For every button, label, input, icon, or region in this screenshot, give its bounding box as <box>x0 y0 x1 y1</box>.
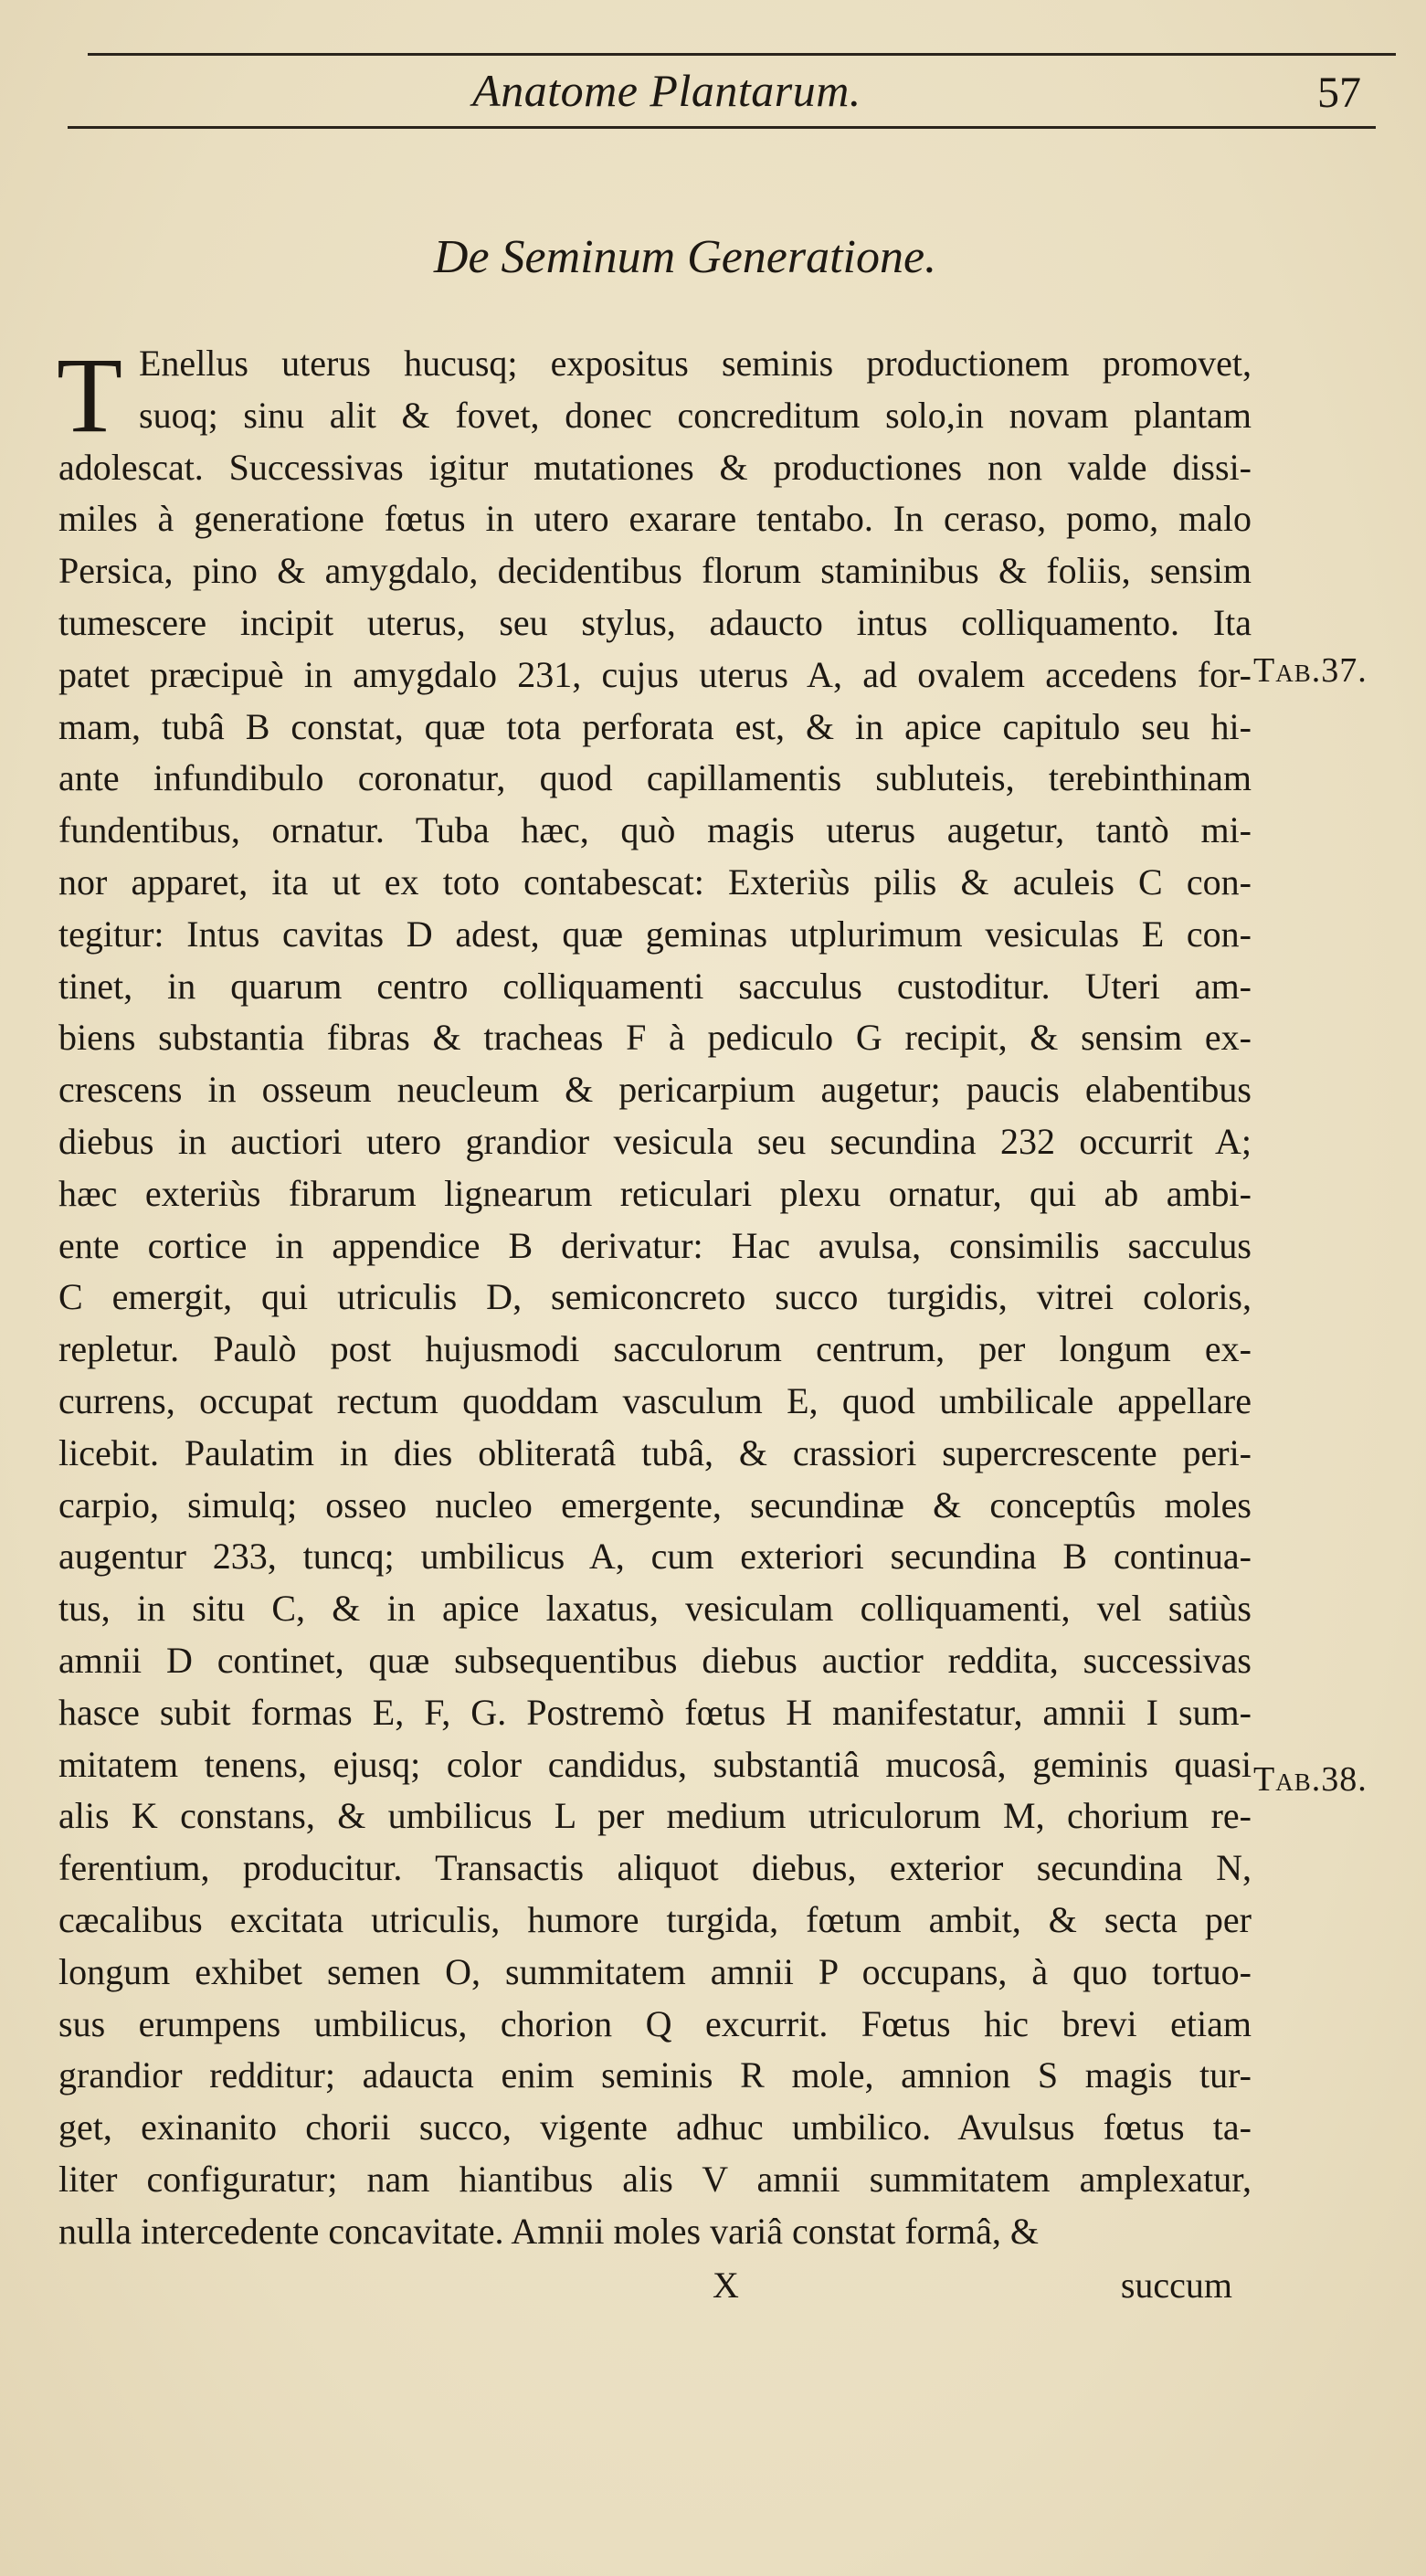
text-line: tinet, in quarum centro colliquamenti sacculus custoditur. Uteri am- <box>58 965 1252 1007</box>
catchword: succum <box>1120 2265 1232 2306</box>
body-text <box>57 335 1252 2257</box>
section-title: De Seminum Generatione. <box>433 231 937 283</box>
text-line: tegitur: Intus cavitas D adest, quæ geminas utplurimum vesiculas E con- <box>58 913 1252 955</box>
text-line: mitatem tenens, ejusq; color candidus, substantiâ mucosâ, geminis quasi <box>58 1743 1252 1785</box>
margin-note-tab37: Tab.37. <box>1253 651 1368 690</box>
text-line: cæcalibus excitata utriculis, humore turgida, fœtum ambit, & secta per <box>58 1898 1252 1940</box>
margin-note-tab38: Tab.38. <box>1253 1760 1368 1799</box>
page-number: 57 <box>1317 69 1361 117</box>
text-line: tus, in situ C, & in apice laxatus, vesiculam colliquamenti, vel satiùs <box>58 1588 1252 1630</box>
drop-cap: T <box>57 335 123 455</box>
text-line: hasce subit formas E, F, G. Postremò fœtus H manifestatur, amnii I sum- <box>58 1691 1252 1733</box>
text-line: nulla intercedente concavitate. Amnii moles variâ constat formâ, & <box>58 2210 1039 2252</box>
text-line: carpio, simulq; osseo nucleo emergente, secundinæ & conceptûs moles <box>58 1483 1252 1526</box>
text-line: longum exhibet semen O, summitatem amnii P occupans, à quo tortuo- <box>58 1950 1252 1992</box>
text-line: amnii D continet, quæ subsequentibus diebus auctior reddita, successivas <box>58 1639 1252 1681</box>
text-line: tumescere incipit uterus, seu stylus, adaucto intus colliquamento. Ita <box>58 601 1252 643</box>
text-line: alis K constans, & umbilicus L per medium utriculorum M, chorium re- <box>58 1795 1252 1837</box>
signature-mark: X <box>713 2265 739 2306</box>
text-line: diebus in auctiori utero grandior vesicula seu secundina 232 occurrit A; <box>58 1120 1252 1162</box>
text-line: get, exinanito chorii succo, vigente adhuc umbilico. Avulsus fœtus ta- <box>58 2106 1252 2148</box>
text-line: repletur. Paulò post hujusmodi sacculorum centrum, per longum ex- <box>58 1328 1252 1370</box>
text-line: fundentibus, ornatur. Tuba hæc, quò magis uterus augetur, tantò mi- <box>58 809 1252 851</box>
top-rule <box>88 53 1396 56</box>
text-line: suoq; sinu alit & fovet, donec concreditum solo,in novam plantam <box>139 394 1252 436</box>
text-line: C emergit, qui utriculis D, semiconcreto succo turgidis, vitrei coloris, <box>58 1276 1252 1318</box>
text-line: sus erumpens umbilicus, chorion Q excurrit. Fœtus hic brevi etiam <box>58 2002 1252 2044</box>
text-line: crescens in osseum neucleum & pericarpium augetur; paucis elabentibus <box>58 1069 1252 1111</box>
text-line: licebit. Paulatim in dies obliteratâ tubâ, & crassiori supercrescente peri- <box>58 1431 1252 1473</box>
header-rule <box>68 126 1376 129</box>
text-line: ferentium, producitur. Transactis aliquot diebus, exterior secundina N, <box>58 1847 1252 1889</box>
text-line: liter configuratur; nam hiantibus alis V amnii summitatem amplexatur, <box>58 2158 1252 2200</box>
text-line: miles à generatione fœtus in utero exarare tentabo. In ceraso, pomo, malo <box>58 498 1252 540</box>
text-line: ente cortice in appendice B derivatur: Hac avulsa, consimilis sacculus <box>58 1224 1252 1266</box>
text-line: augentur 233, tuncq; umbilicus A, cum exteriori secundina B continua- <box>58 1536 1252 1578</box>
text-line: Persica, pino & amygdalo, decidentibus florum staminibus & foliis, sensim <box>58 550 1252 592</box>
text-line: grandior redditur; adaucta enim seminis R mole, amnion S magis tur- <box>58 2054 1252 2096</box>
text-line: currens, occupat rectum quoddam vasculum E, quod umbilicale appellare <box>58 1379 1252 1421</box>
text-line: nor apparet, ita ut ex toto contabescat: Exteriùs pilis & aculeis C con- <box>58 860 1252 903</box>
text-line: hæc exteriùs fibrarum lignearum reticulari plexu ornatur, qui ab ambi- <box>58 1172 1252 1214</box>
text-line: mam, tubâ B constat, quæ tota perforata est, & in apice capitulo seu hi- <box>58 705 1252 747</box>
text-line: ante infundibulo coronatur, quod capillamentis subluteis, terebinthinam <box>58 757 1252 799</box>
text-line: patet præcipuè in amygdalo 231, cujus uterus A, ad ovalem accedens for- <box>58 653 1252 695</box>
text-line: adolescat. Successivas igitur mutationes & productiones non valde dissi- <box>58 446 1252 488</box>
running-title: Anatome Plantarum. <box>472 65 861 116</box>
text-line: biens substantia fibras & tracheas F à pediculo G recipit, & sensim ex- <box>58 1017 1252 1059</box>
text-line: Enellus uterus hucusq; expositus seminis productionem promovet, <box>139 343 1252 384</box>
